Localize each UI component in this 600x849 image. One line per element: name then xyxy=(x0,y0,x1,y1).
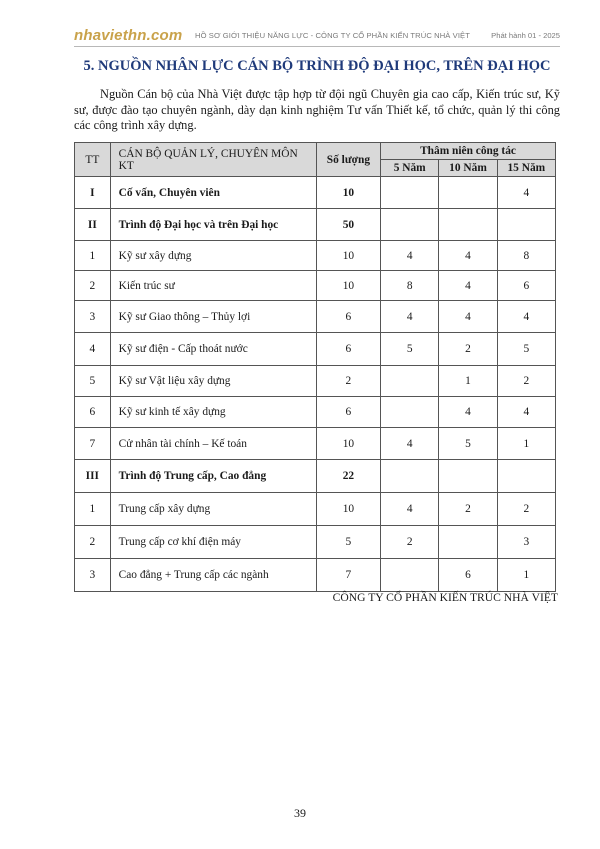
cell-tt: 3 xyxy=(75,301,111,333)
header-qty: Số lượng xyxy=(316,143,380,177)
header-release: Phát hành 01 - 2025 xyxy=(491,31,560,40)
staff-table-head xyxy=(75,143,556,177)
header-5-years: 5 Năm xyxy=(381,160,439,177)
cell-qty: 6 xyxy=(316,301,380,333)
cell-10-years: 6 xyxy=(439,559,497,592)
section-title: 5. NGUỒN NHÂN LỰC CÁN BỘ TRÌNH ĐỘ ĐẠI HỌC, TRÊN ĐẠI HỌC xyxy=(83,58,551,74)
cell-15-years: 4 xyxy=(497,177,555,209)
cell-5-years: 8 xyxy=(381,271,439,301)
cell-5-years: 4 xyxy=(381,428,439,460)
cell-tt: I xyxy=(75,177,111,209)
cell-name: Kỹ sư điện - Cấp thoát nước xyxy=(110,333,316,366)
cell-10-years xyxy=(439,177,497,209)
cell-tt: 5 xyxy=(75,366,111,397)
cell-name: Trung cấp cơ khí điện máy xyxy=(110,526,316,559)
cell-10-years: 4 xyxy=(439,271,497,301)
cell-5-years: 5 xyxy=(381,333,439,366)
header-tt: TT xyxy=(75,143,111,177)
cell-15-years xyxy=(497,460,555,493)
intro-paragraph: Nguồn Cán bộ của Nhà Việt được tập hợp từ đội ngũ Chuyên gia cao cấp, Kiến trúc sư, Kỹ sư, được đào tạo chuyên ngành, dày dạn kinh nghiệm Tư vấn Thiết kế, tổ chức, quản lý thi công các công trình xây dựng. xyxy=(74,87,560,132)
cell-tt: 4 xyxy=(75,333,111,366)
header-15-years: 15 Năm xyxy=(497,160,555,177)
cell-5-years xyxy=(381,366,439,397)
cell-10-years: 4 xyxy=(439,241,497,271)
cell-15-years: 8 xyxy=(497,241,555,271)
cell-5-years: 2 xyxy=(381,526,439,559)
cell-10-years xyxy=(439,460,497,493)
cell-qty: 5 xyxy=(316,526,380,559)
company-name: CÔNG TY CỔ PHẦN KIẾN TRÚC NHÀ VIỆT xyxy=(332,591,558,604)
cell-tt: II xyxy=(75,209,111,241)
cell-10-years: 1 xyxy=(439,366,497,397)
cell-5-years xyxy=(381,177,439,209)
cell-10-years: 5 xyxy=(439,428,497,460)
table-row xyxy=(75,271,556,301)
cell-tt: 1 xyxy=(75,241,111,271)
cell-qty: 10 xyxy=(316,241,380,271)
cell-qty: 6 xyxy=(316,333,380,366)
cell-15-years: 4 xyxy=(497,301,555,333)
cell-15-years: 1 xyxy=(497,559,555,592)
cell-10-years xyxy=(439,526,497,559)
cell-10-years: 2 xyxy=(439,333,497,366)
cell-qty: 10 xyxy=(316,271,380,301)
cell-tt: 7 xyxy=(75,428,111,460)
table-row xyxy=(75,493,556,526)
cell-qty: 7 xyxy=(316,559,380,592)
cell-15-years: 3 xyxy=(497,526,555,559)
cell-5-years xyxy=(381,460,439,493)
table-row xyxy=(75,333,556,366)
brand-logo[interactable]: nhaviethn.com xyxy=(74,27,183,44)
cell-15-years: 2 xyxy=(497,366,555,397)
cell-15-years: 1 xyxy=(497,428,555,460)
table-header-row xyxy=(75,143,556,160)
cell-15-years: 6 xyxy=(497,271,555,301)
table-row xyxy=(75,301,556,333)
page-header xyxy=(74,27,560,47)
cell-10-years: 2 xyxy=(439,493,497,526)
cell-name: Trình độ Trung cấp, Cao đẳng xyxy=(110,460,316,493)
table-row xyxy=(75,428,556,460)
table-row xyxy=(75,526,556,559)
cell-qty: 6 xyxy=(316,397,380,428)
cell-5-years: 4 xyxy=(381,493,439,526)
table-row xyxy=(75,366,556,397)
cell-10-years xyxy=(439,209,497,241)
cell-5-years xyxy=(381,397,439,428)
table-row xyxy=(75,559,556,592)
cell-15-years xyxy=(497,209,555,241)
table-row xyxy=(75,177,556,209)
cell-name: Kỹ sư kinh tế xây dựng xyxy=(110,397,316,428)
cell-qty: 10 xyxy=(316,493,380,526)
header-seniority: Thâm niên công tác xyxy=(381,143,556,160)
header-title: HỒ SƠ GIỚI THIỆU NĂNG LỰC - CÔNG TY CỔ PHẦN KIẾN TRÚC NHÀ VIỆT xyxy=(195,31,470,40)
header-10-years: 10 Năm xyxy=(439,160,497,177)
cell-name: Kỹ sư xây dựng xyxy=(110,241,316,271)
cell-qty: 10 xyxy=(316,177,380,209)
header-divider xyxy=(74,46,560,47)
cell-qty: 50 xyxy=(316,209,380,241)
table-row xyxy=(75,460,556,493)
cell-tt: 2 xyxy=(75,526,111,559)
table-row xyxy=(75,397,556,428)
cell-tt: III xyxy=(75,460,111,493)
staff-table xyxy=(74,142,556,592)
cell-name: Cao đẳng + Trung cấp các ngành xyxy=(110,559,316,592)
cell-5-years xyxy=(381,209,439,241)
cell-5-years: 4 xyxy=(381,241,439,271)
cell-name: Trung cấp xây dựng xyxy=(110,493,316,526)
staff-table-body xyxy=(75,177,556,592)
cell-5-years xyxy=(381,559,439,592)
cell-15-years: 2 xyxy=(497,493,555,526)
cell-15-years: 5 xyxy=(497,333,555,366)
cell-qty: 22 xyxy=(316,460,380,493)
table-row xyxy=(75,209,556,241)
cell-15-years: 4 xyxy=(497,397,555,428)
cell-name: Cố vấn, Chuyên viên xyxy=(110,177,316,209)
cell-qty: 10 xyxy=(316,428,380,460)
cell-5-years: 4 xyxy=(381,301,439,333)
page-number: 39 xyxy=(294,806,306,820)
table-row xyxy=(75,241,556,271)
cell-tt: 2 xyxy=(75,271,111,301)
header-name: CÁN BỘ QUẢN LÝ, CHUYÊN MÔN KT xyxy=(110,143,316,177)
cell-name: Trình độ Đại học và trên Đại học xyxy=(110,209,316,241)
cell-name: Kỹ sư Vật liệu xây dựng xyxy=(110,366,316,397)
cell-name: Kiến trúc sư xyxy=(110,271,316,301)
cell-tt: 1 xyxy=(75,493,111,526)
cell-tt: 3 xyxy=(75,559,111,592)
cell-tt: 6 xyxy=(75,397,111,428)
cell-qty: 2 xyxy=(316,366,380,397)
cell-10-years: 4 xyxy=(439,301,497,333)
cell-name: Cử nhân tài chính – Kế toán xyxy=(110,428,316,460)
cell-name: Kỹ sư Giao thông – Thủy lợi xyxy=(110,301,316,333)
cell-10-years: 4 xyxy=(439,397,497,428)
